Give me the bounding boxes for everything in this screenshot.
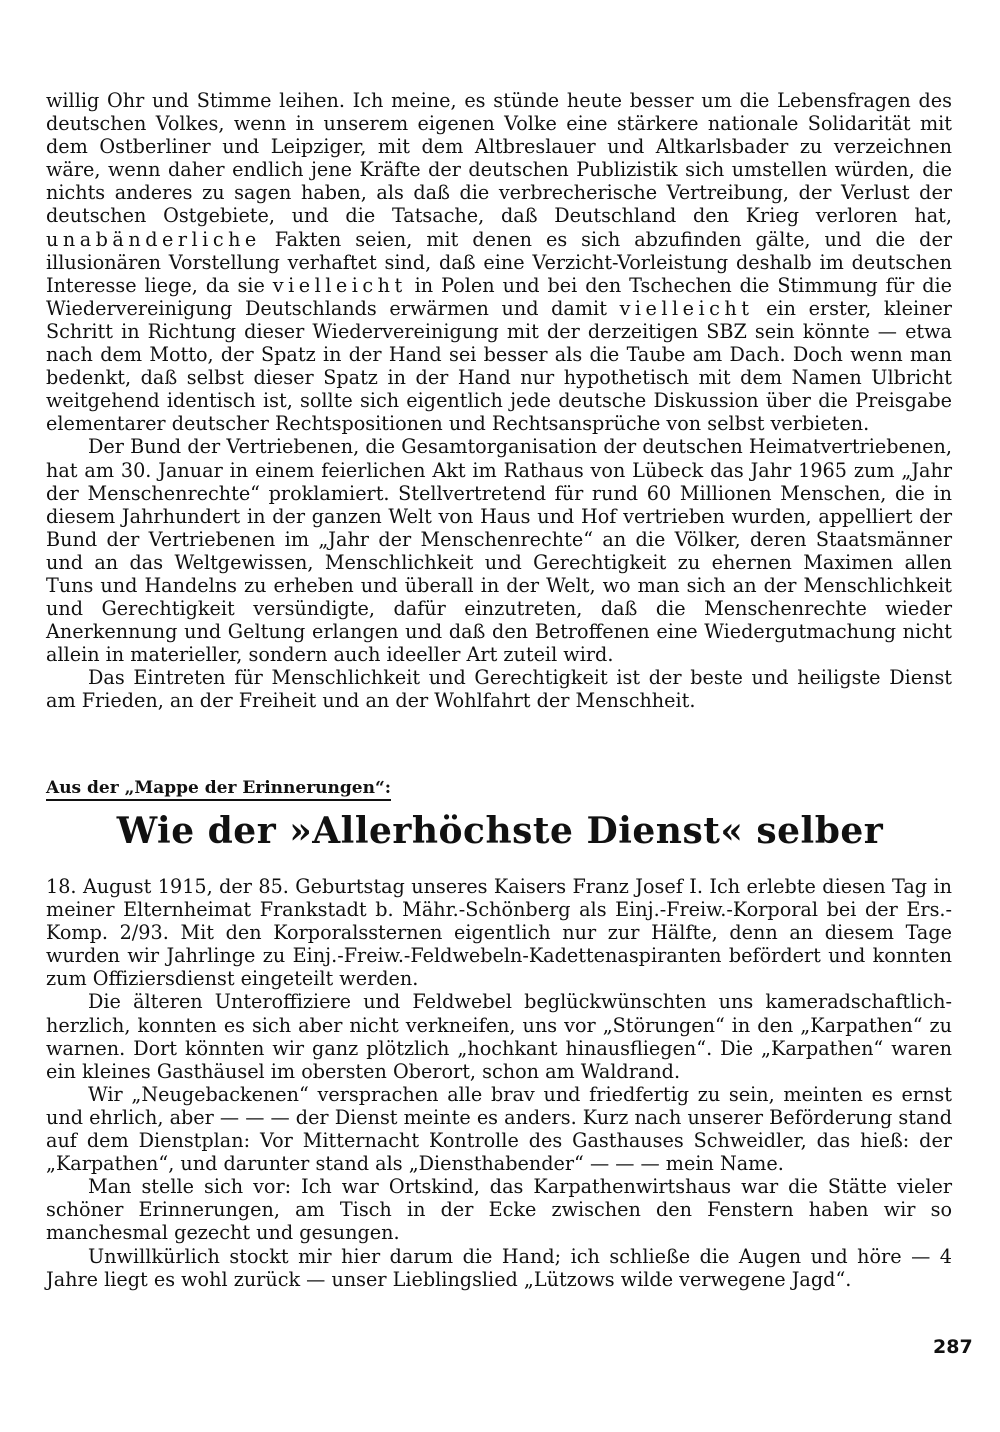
page-number: 287 [933,1336,973,1358]
paragraph: Wir „Neugebackenen“ versprachen alle brav und friedfertig zu sein, meinten es ernst und ehrlich, aber — — — der Dienst meinte es anders. Kurz nach unserer Beförderung stand auf dem Dienstplan: Vor Mitternacht Kontrolle des Gasthauses Schweidler, das hieß: der „Karpathen“, und darunter stand als „Diensthabender“ — — — mein Name. [46,1082,952,1176]
article-body-story [46,875,952,1291]
paragraph: Die älteren Unteroffiziere und Feldwebel beglückwünschten uns kameradschaftlich-herzlich, konnten es sich aber nicht verkneifen, uns vor „Störungen“ in den „Karpathen“ zu warnen. Dort könnten wir ganz plötzlich „hochkant hinausfliegen“. Die „Karpathen“ waren ein kleines Gasthäusel im obersten Oberort, schon am Waldrand. [46,990,952,1083]
section-kicker: Aus der „Mappe der Erinnerungen“: [46,778,391,801]
spaced-emphasis: vielleicht [619,296,754,320]
article-title: Wie der »Allerhöchste Dienst« selber [116,810,884,852]
paragraph: Man stelle sich vor: Ich war Ortskind, das Karpathenwirtshaus war die Stätte vieler schöner Erinnerungen, am Tisch in der Ecke zwischen den Fenstern haben wir so manchesmal gezecht und gesungen. [46,1175,952,1245]
paragraph: Unwillkürlich stockt mir hier darum die Hand; ich schließe die Augen und höre — 4 Jahre liegt es wohl zurück — unser Lieblingslied „Lützows wilde verwegene Jagd“. [46,1244,952,1291]
paragraph: Das Eintreten für Menschlichkeit und Gerechtigkeit ist der beste und heiligste Dienst am Frieden, an der Freiheit und an der Wohlfahrt der Menschheit. [46,666,952,713]
spaced-emphasis: vielleicht [272,273,407,297]
article-body-top [46,89,952,713]
spaced-emphasis: unabänderliche [46,227,261,251]
paragraph: 18. August 1915, der 85. Geburtstag unseres Kaisers Franz Josef I. Ich erlebte diesen Tag in meiner Elternheimat Frankstadt b. Mähr.-Schönberg als Einj.-Freiw.-Korporal bei der Ers.-Komp. 2/93. Mit den Korporalssternen eigentlich nur zur Hälfte, denn an diesem Tage wurden wir Jahrlinge zu Einj.-Freiw.-Feldwebeln-Kadettenaspiranten befördert und konnten zum Offiziersdienst eingeteilt werden. [46,875,952,991]
paragraph: willig Ohr und Stimme leihen. Ich meine, es stünde heute besser um die Lebensfragen des deutschen Volkes, wenn in unserem eigenen Volke eine stärkere nationale Solidarität mit dem Ostberliner und Leipziger, mit dem Altbreslauer und Altkarlsbader zu verzeichnen wäre, wenn daher endlich jene Kräfte der deutschen Publizistik sich umstellen würden, die nichts anderes zu sagen haben, als daß die verbrecherische Vertreibung, der Verlust der deutschen Ostgebiete, und die Tatsache, daß Deutschland den Krieg verloren hat, unabänderliche Fakten seien, mit denen es sich abzufinden gälte, und die der illusionären Vorstellung verhaftet sind, daß eine Verzicht-Vorleistung deshalb im deutschen Interesse liege, da sie vielleicht in Polen und bei den Tschechen die Stimmung für die Wiedervereinigung Deutschlands erwärmen und damit vielleicht ein erster, kleiner Schritt in Richtung dieser Wiedervereinigung mit der derzeitigen SBZ sein könnte — etwa nach dem Motto, der Spatz in der Hand sei besser als die Taube am Dach. Doch wenn man bedenkt, daß selbst dieser Spatz in der Hand nur hypothetisch mit dem Namen Ulbricht weitgehend identisch ist, sollte sich eigentlich jede deutsche Diskussion über die Preisgabe elementarer deutscher Rechtspositionen und Rechtsansprüche von selbst verbieten. [46,89,952,436]
paragraph: Der Bund der Vertriebenen, die Gesamtorganisation der deutschen Heimatvertriebenen, hat am 30. Januar in einem feierlichen Akt im Rathaus von Lübeck das Jahr 1965 zum „Jahr der Menschenrechte“ proklamiert. Stellvertretend für rund 60 Millionen Menschen, die in diesem Jahrhundert in der ganzen Welt von Haus und Hof vertrieben wurden, appelliert der Bund der Vertriebenen im „Jahr der Menschenrechte“ an die Völker, deren Staatsmänner und an das Weltgewissen, Menschlichkeit und Gerechtigkeit zu ehernen Maximen allen Tuns und Handelns zu erheben und überall in der Welt, wo man sich an der Menschlichkeit und Gerechtigkeit versündigte, dafür einzutreten, daß die Menschenrechte wieder Anerkennung und Geltung erlangen und daß den Betroffenen eine Wiedergutmachung nicht allein in materieller, sondern auch ideeller Art zuteil wird. [46,435,952,667]
